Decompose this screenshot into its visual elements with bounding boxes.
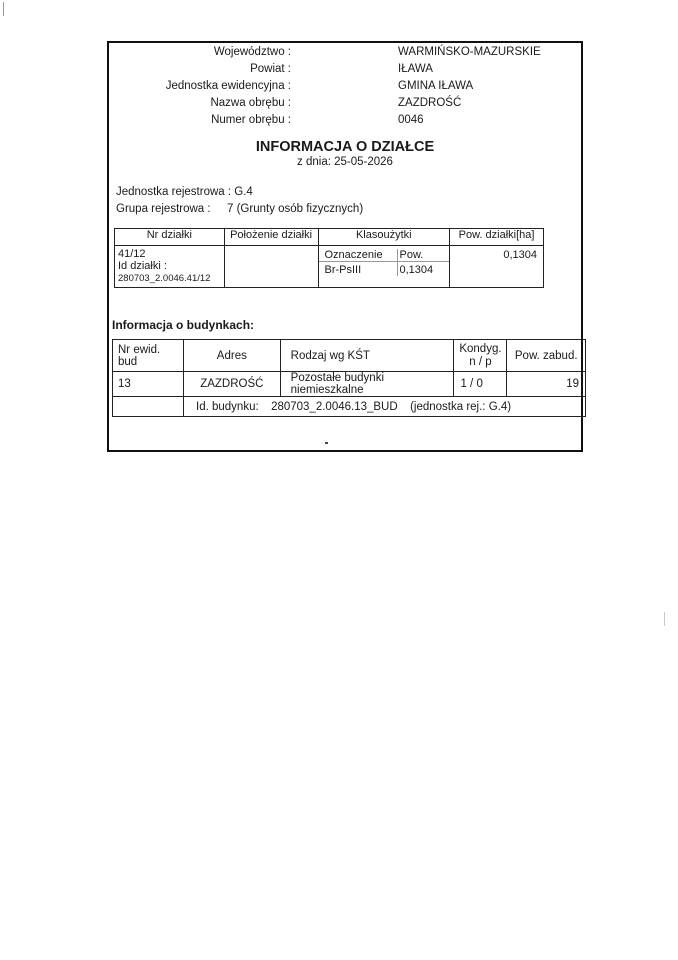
parcel-area: 0,1304 [450,246,544,288]
building-kst: Pozostałe budynki niemieszkalne [280,372,454,397]
building-address: ZAZDROŚĆ [184,372,281,397]
header-value: ZAZDROŚĆ [398,97,462,109]
header-label: Województwo : [213,46,291,58]
land-class-subheader: Oznaczenie [319,249,398,262]
column-header: Położenie działki [224,229,318,246]
registry-unit [116,186,253,198]
table-row [113,372,586,397]
parcel-number: 41/12 [118,248,146,260]
header-label: Powiat : [250,63,291,75]
document-date: z dnia: 25-05-2026 [297,156,393,168]
header-row-precinct-number [109,114,581,130]
registry-group-label: Grupa rejestrowa : [116,203,211,215]
land-class-cell [318,246,450,288]
empty-cell [113,397,184,417]
column-header: Pow. działki[ha] [450,229,544,246]
building-area: 19 [507,372,586,397]
land-class-table [319,249,450,276]
scan-mark [664,612,665,626]
column-header [454,340,507,372]
land-class-code: Br-PsIII [324,264,362,276]
parcel-table [114,228,544,288]
floors-header-bottom: n / p [469,355,492,368]
header-label: Nazwa obrębu : [210,97,291,109]
building-id-cell [184,397,586,417]
column-header: Nr działki [115,229,225,246]
registry-unit-label: Jednostka rejestrowa : [116,186,232,198]
column-header: Pow. zabud. [507,340,586,372]
header-row-voivodeship [109,46,581,62]
header-value: IŁAWA [398,63,433,75]
building-id-row [113,397,586,417]
header-row-unit [109,80,581,96]
column-header: Adres [184,340,281,372]
scan-mark [3,2,4,16]
parcel-id-label: Id działki : [118,260,167,272]
land-class-area: 0,1304 [397,262,449,277]
buildings-section-title: Informacja o budynkach: [112,318,255,332]
parcel-number-cell [115,246,225,288]
floors-header-top: Kondyg. [459,342,502,355]
table-row [115,246,544,288]
header-row-county [109,63,581,79]
header-value: 0046 [398,114,424,126]
building-id-label: Id. budynku: [196,400,259,413]
parcel-table-header [115,229,544,246]
registry-unit-value: G.4 [234,186,253,198]
header-value: GMINA IŁAWA [398,80,474,92]
column-header: Rodzaj wg KŚT [280,340,454,372]
header-label: Numer obrębu : [211,114,291,126]
registry-group-value: 7 (Grunty osób fizycznych) [227,203,364,215]
parcel-id-value: 280703_2.0046.41/12 [118,273,211,284]
header-row-precinct-name [109,97,581,113]
buildings-table-header [113,340,586,372]
header-label: Jednostka ewidencyjna : [165,80,291,92]
registry-group [116,203,363,215]
building-number: 13 [113,372,184,397]
column-header: Klasoużytki [318,229,450,246]
scan-dot [325,442,328,444]
building-id-note: (jednostka rej.: G.4) [410,400,512,413]
parcel-location [224,246,318,288]
building-floors: 1 / 0 [454,372,507,397]
buildings-table [112,339,586,417]
document-title: INFORMACJA O DZIAŁCE [255,139,435,155]
column-header: Nr ewid. bud [113,340,184,372]
land-class-subheader: Pow. [397,249,449,262]
building-id-value: 280703_2.0046.13_BUD [271,400,398,413]
header-value: WARMIŃSKO-MAZURSKIE [398,46,541,58]
